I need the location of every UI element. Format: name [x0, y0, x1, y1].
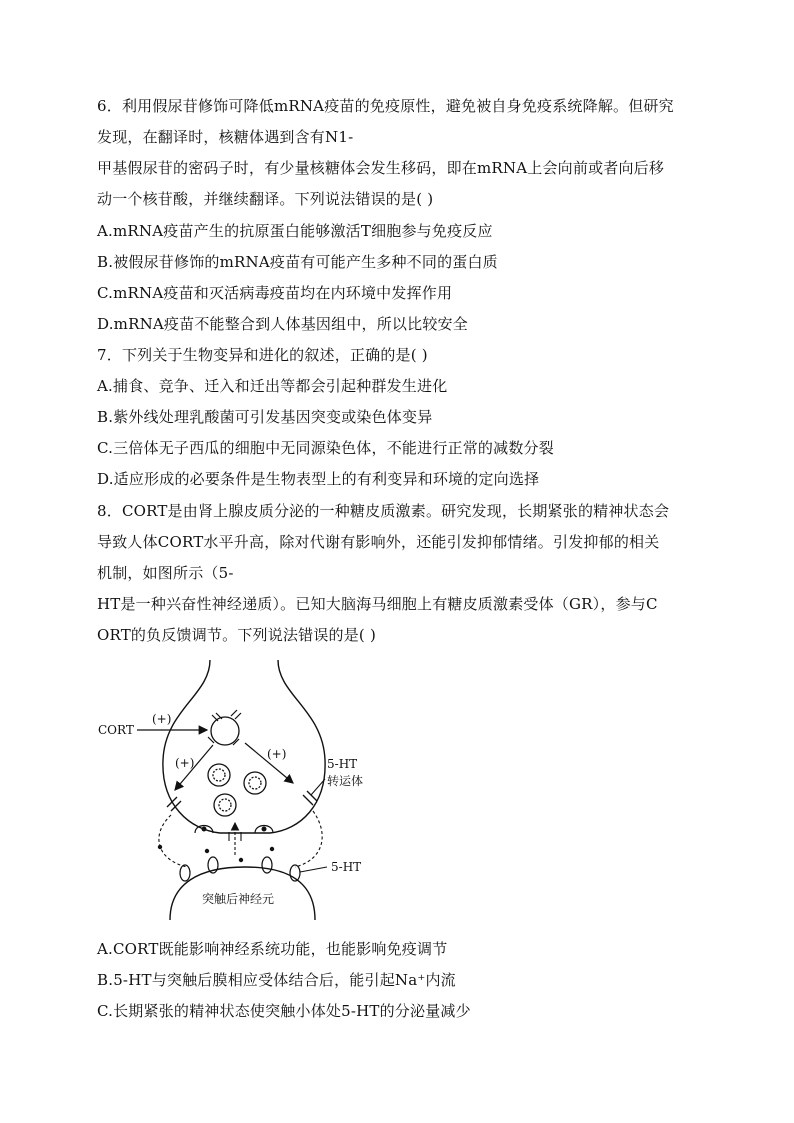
plus-sign-3: (+)	[267, 747, 287, 761]
serotonin-dot	[158, 845, 162, 849]
transporter-right	[303, 791, 317, 805]
synapse-svg	[95, 655, 395, 925]
reuptake-path-right	[295, 811, 322, 867]
q6-stem-line-4: 动一个核苷酸，并继续翻译。下列说法错误的是( )	[97, 190, 434, 208]
postsynaptic-neuron-label: 突触后神经元	[202, 892, 275, 906]
presynaptic-membrane	[163, 660, 325, 833]
q7-option-d: D.适应形成的必要条件是生物表型上的有利变异和环境的定向选择	[97, 470, 540, 488]
q7-option-b: B.紫外线处理乳酸菌可引发基因突变或染色体变异	[97, 408, 433, 426]
q7-stem-line-1: 7．下列关于生物变异和进化的叙述，正确的是( )	[97, 346, 428, 364]
serotonin-dot	[239, 858, 243, 862]
q7-option-a: A.捕食、竞争、迁入和迁出等都会引起种群发生进化	[97, 377, 448, 395]
q6-option-b: B.被假尿苷修饰的mRNA疫苗有可能产生多种不同的蛋白质	[97, 253, 498, 271]
serotonin-dot	[205, 849, 209, 853]
q8-option-b: B.5-HT与突触后膜相应受体结合后，能引起Na⁺内流	[97, 971, 456, 989]
reuptake-path-left	[159, 815, 187, 867]
serotonin-dot	[270, 847, 274, 851]
transporter-label-line-1: 5-HT	[327, 757, 358, 771]
q8-stem-line-5: ORT的负反馈调节。下列说法错误的是( )	[97, 626, 377, 644]
q6-option-d: D.mRNA疫苗不能整合到人体基因组中，所以比较安全	[97, 315, 468, 333]
transporter-label-line-2: 转运体	[327, 774, 364, 788]
serotonin-label: 5-HT	[331, 860, 362, 874]
plus-sign-1: (+)	[152, 712, 172, 726]
q6-stem-line-1: 6．利用假尿苷修饰可降低mRNA疫苗的免疫原性，避免被自身免疫系统降解。但研究	[97, 97, 674, 115]
q6-stem-line-3: 甲基假尿苷的密码子时，有少量核糖体会发生移码，即在mRNA上会向前或者向后移	[97, 159, 665, 177]
q8-stem-line-1: 8．CORT是由肾上腺皮质分泌的一种糖皮质激素。研究发现，长期紧张的精神状态会	[97, 502, 670, 520]
q6-option-a: A.mRNA疫苗产生的抗原蛋白能够激活T细胞参与免疫反应	[97, 222, 493, 240]
q7-option-c: C.三倍体无子西瓜的细胞中无同源染色体，不能进行正常的减数分裂	[97, 439, 554, 457]
q6-stem-line-2: 发现，在翻译时，核糖体遇到含有N1-	[97, 128, 354, 146]
vesicle	[214, 794, 236, 816]
q8-stem-line-3: 机制，如图所示（5-	[97, 564, 234, 582]
q6-option-c: C.mRNA疫苗和灭活病毒疫苗均在内环境中发挥作用	[97, 284, 453, 302]
vesicle	[208, 764, 230, 786]
gr-receptor	[211, 717, 239, 745]
q8-option-a: A.CORT既能影响神经系统功能，也能影响免疫调节	[97, 940, 448, 958]
q8-stem-line-4: HT是一种兴奋性神经递质）。已知大脑海马细胞上有糖皮质激素受体（GR），参与C	[97, 595, 658, 613]
q8-stem-line-2: 导致人体CORT水平升高，除对代谢有影响外，还能引发抑郁情绪。引发抑郁的相关	[97, 533, 660, 551]
vesicle	[244, 772, 266, 794]
q8-option-c: C.长期紧张的精神状态使突触小体处5-HT的分泌量减少	[97, 1002, 471, 1020]
cort-label: CORT	[98, 723, 134, 737]
synapse-diagram	[95, 655, 395, 925]
plus-sign-2: (+)	[175, 756, 195, 770]
